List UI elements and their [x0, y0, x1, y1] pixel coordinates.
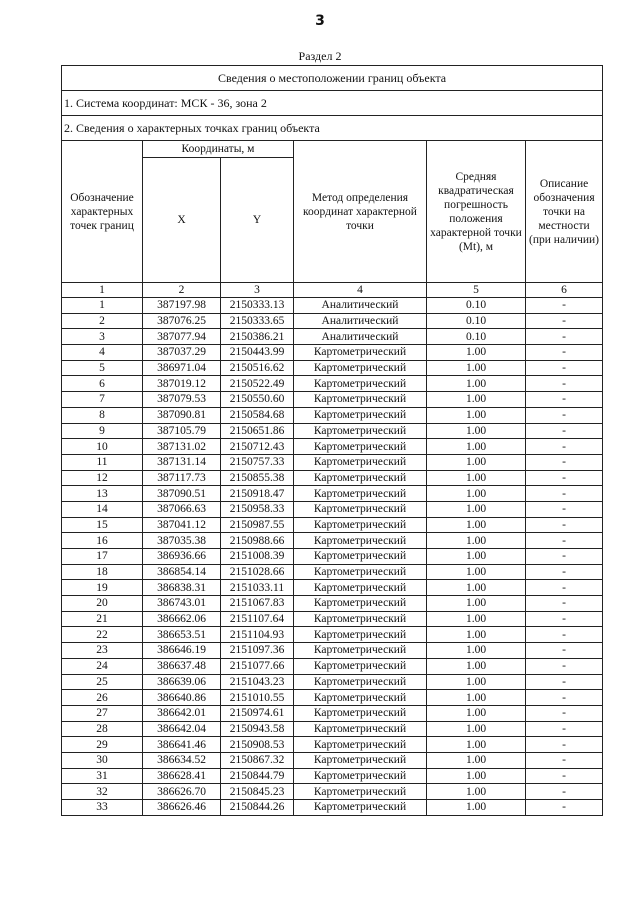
- method-cell: Аналитический: [294, 298, 427, 314]
- error-cell: 1.00: [427, 392, 526, 408]
- point-number-cell: 6: [62, 376, 143, 392]
- method-cell: Картометрический: [294, 470, 427, 486]
- x-coordinate-cell: 387019.12: [143, 376, 221, 392]
- y-coordinate-cell: 2150651.86: [221, 423, 294, 439]
- y-coordinate-cell: 2150757.33: [221, 454, 294, 470]
- header-coordinates: Координаты, м: [143, 141, 294, 158]
- table-row: [62, 643, 603, 659]
- x-coordinate-cell: 387066.63: [143, 501, 221, 517]
- point-number-cell: 13: [62, 486, 143, 502]
- table-row: [62, 470, 603, 486]
- x-coordinate-cell: 386642.01: [143, 705, 221, 721]
- method-cell: Картометрический: [294, 643, 427, 659]
- error-cell: 1.00: [427, 501, 526, 517]
- error-cell: 1.00: [427, 533, 526, 549]
- page-number: 3: [315, 13, 325, 29]
- x-coordinate-cell: 386646.19: [143, 643, 221, 659]
- point-number-cell: 21: [62, 611, 143, 627]
- point-number-cell: 20: [62, 596, 143, 612]
- x-coordinate-cell: 387041.12: [143, 517, 221, 533]
- x-coordinate-cell: 386936.66: [143, 549, 221, 565]
- x-coordinate-cell: 387035.38: [143, 533, 221, 549]
- description-cell: -: [526, 313, 603, 329]
- description-cell: -: [526, 407, 603, 423]
- method-cell: Картометрический: [294, 423, 427, 439]
- method-cell: Картометрический: [294, 486, 427, 502]
- method-cell: Картометрический: [294, 784, 427, 800]
- table-row: [62, 800, 603, 816]
- column-number: 2: [143, 283, 221, 298]
- description-cell: -: [526, 752, 603, 768]
- description-cell: -: [526, 360, 603, 376]
- method-cell: Картометрический: [294, 658, 427, 674]
- header-error: Средняя квадратическая погрешность положения характерной точки (Mt), м: [427, 141, 526, 283]
- point-number-cell: 15: [62, 517, 143, 533]
- error-cell: 0.10: [427, 313, 526, 329]
- point-number-cell: 11: [62, 454, 143, 470]
- y-coordinate-cell: 2150386.21: [221, 329, 294, 345]
- boundary-points-table: [61, 65, 603, 816]
- x-coordinate-cell: 387131.14: [143, 454, 221, 470]
- header-x: X: [143, 158, 221, 283]
- y-coordinate-cell: 2151107.64: [221, 611, 294, 627]
- point-number-cell: 27: [62, 705, 143, 721]
- y-coordinate-cell: 2151104.93: [221, 627, 294, 643]
- description-cell: -: [526, 690, 603, 706]
- point-number-cell: 12: [62, 470, 143, 486]
- description-cell: -: [526, 800, 603, 816]
- method-cell: Картометрический: [294, 627, 427, 643]
- x-coordinate-cell: 387131.02: [143, 439, 221, 455]
- description-cell: -: [526, 345, 603, 361]
- y-coordinate-cell: 2150943.58: [221, 721, 294, 737]
- x-coordinate-cell: 387077.94: [143, 329, 221, 345]
- description-cell: -: [526, 501, 603, 517]
- point-number-cell: 9: [62, 423, 143, 439]
- y-coordinate-cell: 2150550.60: [221, 392, 294, 408]
- y-coordinate-cell: 2150855.38: [221, 470, 294, 486]
- y-coordinate-cell: 2150867.32: [221, 752, 294, 768]
- method-cell: Аналитический: [294, 329, 427, 345]
- description-cell: -: [526, 329, 603, 345]
- method-cell: Картометрический: [294, 501, 427, 517]
- points-title-row: 2. Сведения о характерных точках границ объекта: [62, 116, 603, 141]
- point-number-cell: 4: [62, 345, 143, 361]
- column-number: 3: [221, 283, 294, 298]
- table-row: [62, 721, 603, 737]
- y-coordinate-cell: 2150844.79: [221, 768, 294, 784]
- table-row: [62, 439, 603, 455]
- x-coordinate-cell: 386637.48: [143, 658, 221, 674]
- error-cell: 1.00: [427, 627, 526, 643]
- error-cell: 1.00: [427, 690, 526, 706]
- description-cell: -: [526, 580, 603, 596]
- method-cell: Картометрический: [294, 360, 427, 376]
- method-cell: Картометрический: [294, 705, 427, 721]
- point-number-cell: 31: [62, 768, 143, 784]
- header-y: Y: [221, 158, 294, 283]
- table-row: [62, 313, 603, 329]
- description-cell: -: [526, 392, 603, 408]
- point-number-cell: 17: [62, 549, 143, 565]
- y-coordinate-cell: 2151008.39: [221, 549, 294, 565]
- method-cell: Картометрический: [294, 454, 427, 470]
- y-coordinate-cell: 2150522.49: [221, 376, 294, 392]
- table-row: [62, 407, 603, 423]
- header-designation: Обозначение характерных точек границ: [62, 141, 143, 283]
- description-cell: -: [526, 564, 603, 580]
- error-cell: 1.00: [427, 470, 526, 486]
- point-number-cell: 32: [62, 784, 143, 800]
- y-coordinate-cell: 2151033.11: [221, 580, 294, 596]
- x-coordinate-cell: 386640.86: [143, 690, 221, 706]
- point-number-cell: 19: [62, 580, 143, 596]
- method-cell: Картометрический: [294, 345, 427, 361]
- column-number: 1: [62, 283, 143, 298]
- x-coordinate-cell: 386854.14: [143, 564, 221, 580]
- table-row: [62, 690, 603, 706]
- y-coordinate-cell: 2151067.83: [221, 596, 294, 612]
- description-cell: -: [526, 768, 603, 784]
- x-coordinate-cell: 386628.41: [143, 768, 221, 784]
- error-cell: 0.10: [427, 329, 526, 345]
- x-coordinate-cell: 387105.79: [143, 423, 221, 439]
- method-cell: Картометрический: [294, 752, 427, 768]
- method-cell: Картометрический: [294, 737, 427, 753]
- table-row: [62, 658, 603, 674]
- point-number-cell: 7: [62, 392, 143, 408]
- error-cell: 1.00: [427, 596, 526, 612]
- method-cell: Картометрический: [294, 611, 427, 627]
- x-coordinate-cell: 386626.46: [143, 800, 221, 816]
- x-coordinate-cell: 386634.52: [143, 752, 221, 768]
- x-coordinate-cell: 386653.51: [143, 627, 221, 643]
- table-row: [62, 360, 603, 376]
- description-cell: -: [526, 423, 603, 439]
- method-cell: Картометрический: [294, 549, 427, 565]
- description-cell: -: [526, 737, 603, 753]
- column-number: 4: [294, 283, 427, 298]
- point-number-cell: 29: [62, 737, 143, 753]
- description-cell: -: [526, 674, 603, 690]
- method-cell: Картометрический: [294, 533, 427, 549]
- point-number-cell: 14: [62, 501, 143, 517]
- method-cell: Картометрический: [294, 564, 427, 580]
- method-cell: Картометрический: [294, 674, 427, 690]
- table-row: [62, 580, 603, 596]
- y-coordinate-cell: 2150844.26: [221, 800, 294, 816]
- table-row: [62, 345, 603, 361]
- y-coordinate-cell: 2150845.23: [221, 784, 294, 800]
- column-number-row: [62, 283, 603, 298]
- y-coordinate-cell: 2151043.23: [221, 674, 294, 690]
- y-coordinate-cell: 2150988.66: [221, 533, 294, 549]
- description-cell: -: [526, 549, 603, 565]
- table-row: [62, 627, 603, 643]
- y-coordinate-cell: 2150584.68: [221, 407, 294, 423]
- x-coordinate-cell: 386642.04: [143, 721, 221, 737]
- table-row: [62, 392, 603, 408]
- table-row: [62, 329, 603, 345]
- description-cell: -: [526, 470, 603, 486]
- error-cell: 1.00: [427, 752, 526, 768]
- point-number-cell: 8: [62, 407, 143, 423]
- point-number-cell: 30: [62, 752, 143, 768]
- description-cell: -: [526, 517, 603, 533]
- column-number: 6: [526, 283, 603, 298]
- error-cell: 1.00: [427, 376, 526, 392]
- point-number-cell: 10: [62, 439, 143, 455]
- error-cell: 1.00: [427, 423, 526, 439]
- method-cell: Картометрический: [294, 800, 427, 816]
- error-cell: 1.00: [427, 768, 526, 784]
- error-cell: 1.00: [427, 345, 526, 361]
- description-cell: -: [526, 533, 603, 549]
- method-cell: Картометрический: [294, 690, 427, 706]
- table-row: [62, 596, 603, 612]
- description-cell: -: [526, 705, 603, 721]
- description-cell: -: [526, 658, 603, 674]
- table-row: [62, 486, 603, 502]
- x-coordinate-cell: 387079.53: [143, 392, 221, 408]
- x-coordinate-cell: 386639.06: [143, 674, 221, 690]
- x-coordinate-cell: 387090.81: [143, 407, 221, 423]
- table-row: [62, 768, 603, 784]
- point-number-cell: 5: [62, 360, 143, 376]
- x-coordinate-cell: 387117.73: [143, 470, 221, 486]
- table-row: [62, 784, 603, 800]
- x-coordinate-cell: 386838.31: [143, 580, 221, 596]
- section-label: Раздел 2: [298, 49, 342, 63]
- table-row: [62, 737, 603, 753]
- table-row: [62, 454, 603, 470]
- description-cell: -: [526, 784, 603, 800]
- description-cell: -: [526, 439, 603, 455]
- coordinate-system-row: 1. Система координат: МСК - 36, зона 2: [62, 91, 603, 116]
- table-caption: Сведения о местоположении границ объекта: [62, 66, 603, 91]
- description-cell: -: [526, 721, 603, 737]
- error-cell: 1.00: [427, 674, 526, 690]
- point-number-cell: 25: [62, 674, 143, 690]
- error-cell: 1.00: [427, 564, 526, 580]
- y-coordinate-cell: 2150908.53: [221, 737, 294, 753]
- table-row: [62, 517, 603, 533]
- x-coordinate-cell: 386743.01: [143, 596, 221, 612]
- error-cell: 0.10: [427, 298, 526, 314]
- table-row: [62, 501, 603, 517]
- method-cell: Картометрический: [294, 392, 427, 408]
- description-cell: -: [526, 454, 603, 470]
- y-coordinate-cell: 2150443.99: [221, 345, 294, 361]
- y-coordinate-cell: 2150333.65: [221, 313, 294, 329]
- table-row: [62, 423, 603, 439]
- description-cell: -: [526, 611, 603, 627]
- error-cell: 1.00: [427, 439, 526, 455]
- y-coordinate-cell: 2150333.13: [221, 298, 294, 314]
- error-cell: 1.00: [427, 658, 526, 674]
- error-cell: 1.00: [427, 580, 526, 596]
- x-coordinate-cell: 387197.98: [143, 298, 221, 314]
- error-cell: 1.00: [427, 721, 526, 737]
- x-coordinate-cell: 386641.46: [143, 737, 221, 753]
- method-cell: Картометрический: [294, 517, 427, 533]
- method-cell: Картометрический: [294, 580, 427, 596]
- table-row: [62, 752, 603, 768]
- table-row: [62, 298, 603, 314]
- table-row: [62, 674, 603, 690]
- point-number-cell: 3: [62, 329, 143, 345]
- y-coordinate-cell: 2150958.33: [221, 501, 294, 517]
- error-cell: 1.00: [427, 784, 526, 800]
- error-cell: 1.00: [427, 360, 526, 376]
- error-cell: 1.00: [427, 454, 526, 470]
- x-coordinate-cell: 387076.25: [143, 313, 221, 329]
- method-cell: Картометрический: [294, 596, 427, 612]
- method-cell: Картометрический: [294, 439, 427, 455]
- y-coordinate-cell: 2151097.36: [221, 643, 294, 659]
- description-cell: -: [526, 298, 603, 314]
- description-cell: -: [526, 486, 603, 502]
- y-coordinate-cell: 2150712.43: [221, 439, 294, 455]
- method-cell: Картометрический: [294, 376, 427, 392]
- error-cell: 1.00: [427, 611, 526, 627]
- table-row: [62, 564, 603, 580]
- x-coordinate-cell: 386626.70: [143, 784, 221, 800]
- point-number-cell: 16: [62, 533, 143, 549]
- error-cell: 1.00: [427, 549, 526, 565]
- method-cell: Картометрический: [294, 407, 427, 423]
- header-method: Метод определения координат характерной точки: [294, 141, 427, 283]
- y-coordinate-cell: 2151077.66: [221, 658, 294, 674]
- description-cell: -: [526, 376, 603, 392]
- table-row: [62, 611, 603, 627]
- method-cell: Картометрический: [294, 768, 427, 784]
- table-row: [62, 376, 603, 392]
- point-number-cell: 33: [62, 800, 143, 816]
- y-coordinate-cell: 2151028.66: [221, 564, 294, 580]
- description-cell: -: [526, 596, 603, 612]
- point-number-cell: 26: [62, 690, 143, 706]
- y-coordinate-cell: 2150987.55: [221, 517, 294, 533]
- y-coordinate-cell: 2150516.62: [221, 360, 294, 376]
- point-number-cell: 28: [62, 721, 143, 737]
- error-cell: 1.00: [427, 486, 526, 502]
- y-coordinate-cell: 2151010.55: [221, 690, 294, 706]
- x-coordinate-cell: 386662.06: [143, 611, 221, 627]
- method-cell: Картометрический: [294, 721, 427, 737]
- x-coordinate-cell: 386971.04: [143, 360, 221, 376]
- point-number-cell: 24: [62, 658, 143, 674]
- description-cell: -: [526, 627, 603, 643]
- header-description: Описание обозначения точки на местности (при наличии): [526, 141, 603, 283]
- table-row: [62, 705, 603, 721]
- point-number-cell: 18: [62, 564, 143, 580]
- description-cell: -: [526, 643, 603, 659]
- error-cell: 1.00: [427, 800, 526, 816]
- y-coordinate-cell: 2150974.61: [221, 705, 294, 721]
- column-number: 5: [427, 283, 526, 298]
- method-cell: Аналитический: [294, 313, 427, 329]
- table-row: [62, 533, 603, 549]
- x-coordinate-cell: 387090.51: [143, 486, 221, 502]
- table-row: [62, 549, 603, 565]
- point-number-cell: 22: [62, 627, 143, 643]
- error-cell: 1.00: [427, 705, 526, 721]
- point-number-cell: 2: [62, 313, 143, 329]
- error-cell: 1.00: [427, 517, 526, 533]
- point-number-cell: 1: [62, 298, 143, 314]
- y-coordinate-cell: 2150918.47: [221, 486, 294, 502]
- error-cell: 1.00: [427, 643, 526, 659]
- error-cell: 1.00: [427, 737, 526, 753]
- error-cell: 1.00: [427, 407, 526, 423]
- point-number-cell: 23: [62, 643, 143, 659]
- x-coordinate-cell: 387037.29: [143, 345, 221, 361]
